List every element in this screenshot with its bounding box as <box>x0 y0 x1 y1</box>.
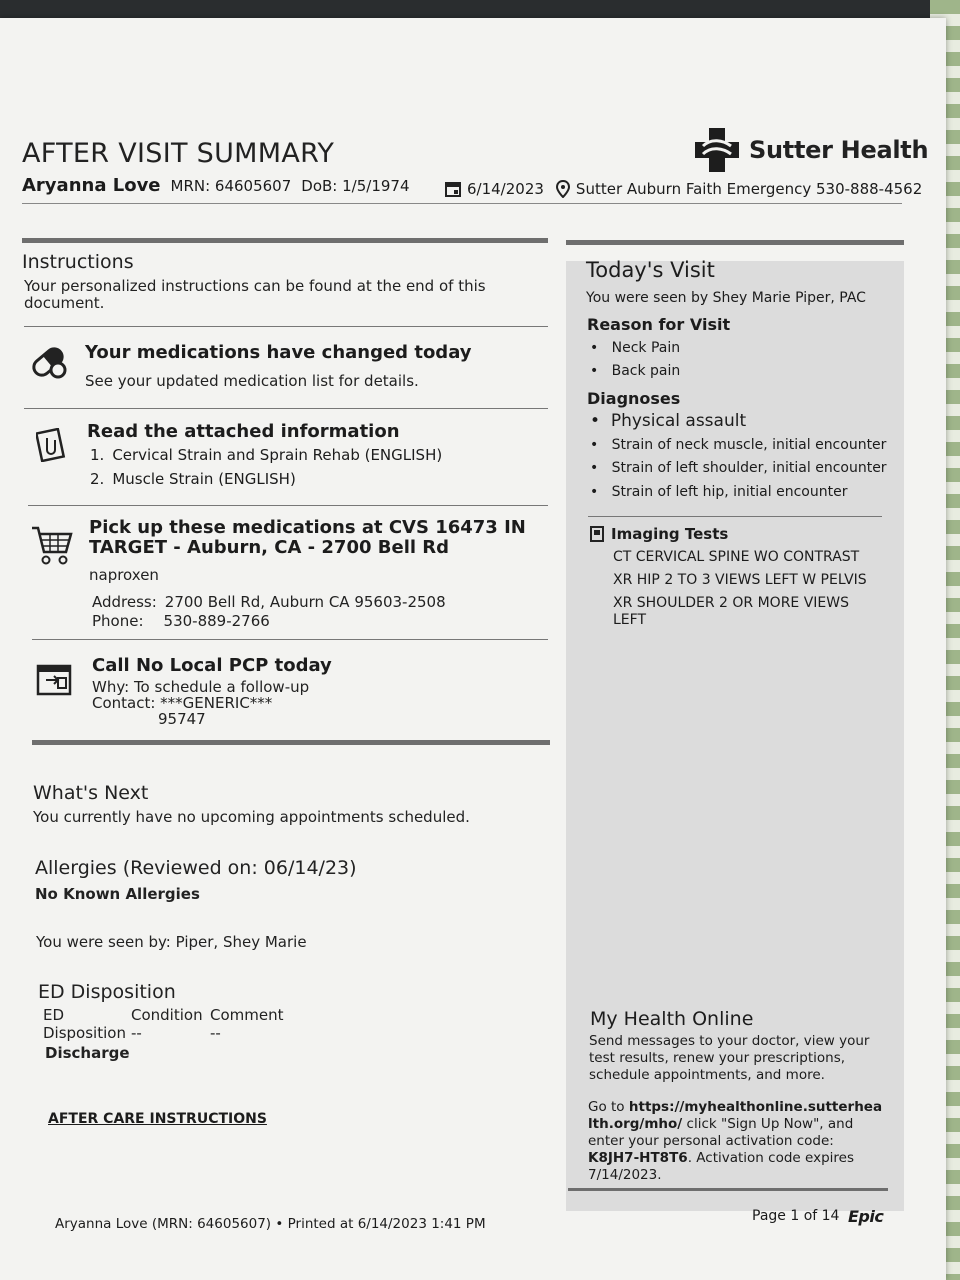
calendar-icon <box>445 181 461 197</box>
pickup-address: 2700 Bell Rd, Auburn CA 95603-2508 <box>164 593 446 611</box>
sutter-health-logo-icon <box>693 126 741 174</box>
call-pcp-title: Call No Local PCP today <box>92 655 332 676</box>
attached-info-list <box>90 446 442 494</box>
visit-date: 6/14/2023 <box>467 180 544 198</box>
medications-changed-text: See your updated medication list for details. <box>85 372 419 390</box>
list-item: • Strain of left hip, initial encounter <box>590 483 848 500</box>
pickup-title: Pick up these medications at CVS 16473 IN TARGET - Auburn, CA - 2700 Bell Rd <box>89 517 526 558</box>
ed-disposition-table <box>43 1006 303 1066</box>
my-health-online-url[interactable]: https://myhealthonline.sutterhealth.org/mho/ <box>588 1099 883 1132</box>
left-column-end-rule <box>32 740 550 745</box>
diagnosis-item: Physical assault <box>610 411 747 431</box>
ed-row-comment: -- <box>210 1024 221 1042</box>
document-clip-icon <box>36 428 66 462</box>
visit-location: Sutter Auburn Faith Emergency 530-888-4562 <box>575 180 923 198</box>
ed-disposition-value: Discharge <box>45 1044 130 1062</box>
diagnoses-list <box>590 410 887 504</box>
list-marker: 1. <box>90 446 105 464</box>
divider <box>588 516 882 517</box>
todays-visit-seen-by: You were seen by Shey Marie Piper, PAC <box>586 290 866 306</box>
list-item: • Strain of left shoulder, initial encounter <box>590 460 887 476</box>
signup-instructions: click "Sign Up Now", and enter your personal activation code: <box>588 1116 854 1149</box>
ed-col-header: Condition <box>131 1006 203 1024</box>
sutter-health-logo <box>693 126 928 174</box>
reason-list <box>590 337 680 383</box>
instructions-title: Instructions <box>22 251 134 273</box>
medications-changed-title: Your medications have changed today <box>85 342 472 363</box>
call-pcp-contact: Contact: ***GENERIC*** <box>92 694 273 712</box>
ed-col-header: Comment <box>210 1006 284 1024</box>
list-item: • Physical assault <box>590 411 747 431</box>
ed-row-label: Disposition <box>43 1024 126 1042</box>
call-pcp-zip: 95747 <box>158 710 206 728</box>
right-column-rule <box>566 240 904 245</box>
patient-name: Aryanna Love <box>22 175 161 196</box>
imaging-item: CT CERVICAL SPINE WO CONTRAST <box>613 549 860 565</box>
imaging-item: XR HIP 2 TO 3 VIEWS LEFT W PELVIS <box>613 572 867 588</box>
reason-for-visit-title: Reason for Visit <box>587 315 731 334</box>
pickup-phone[interactable]: 530-889-2766 <box>163 612 270 630</box>
reason-item: Back pain <box>611 363 681 379</box>
divider <box>28 505 548 506</box>
attached-info-title: Read the attached information <box>87 421 400 442</box>
whats-next-title: What's Next <box>33 782 149 804</box>
my-health-online-title: My Health Online <box>590 1008 754 1030</box>
goto-label: Go to <box>588 1099 625 1115</box>
diagnosis-item: Strain of neck muscle, initial encounter <box>611 436 887 453</box>
footer-printed: Aryanna Love (MRN: 64605607) • Printed at 6/14/2023 1:41 PM <box>55 1216 486 1232</box>
list-item <box>90 446 442 470</box>
list-item: • Back pain <box>590 363 681 379</box>
pickup-address-row <box>92 593 446 611</box>
list-item: • Strain of neck muscle, initial encounter <box>590 436 887 453</box>
my-health-online-text: Send messages to your doctor, view your test results, renew your prescriptions, schedule appointments, and more. <box>589 1033 870 1083</box>
call-pcp-why: Why: To schedule a follow-up <box>92 678 310 696</box>
divider <box>24 326 548 327</box>
diagnoses-title: Diagnoses <box>587 389 681 408</box>
visit-info <box>445 180 922 198</box>
document-title: AFTER VISIT SUMMARY <box>22 138 335 169</box>
after-care-instructions-link[interactable]: AFTER CARE INSTRUCTIONS <box>48 1111 267 1127</box>
allergies-title: Allergies (Reviewed on: 06/14/23) <box>35 857 357 879</box>
brand-name: Sutter Health <box>749 136 929 164</box>
my-health-online-signup: Go to https://myhealthonline.sutterhealth.org/mho/ click "Sign Up Now", and enter your personal activation code: K8JH7-HT8T6. Activation code expires 7/14/2023. <box>588 1099 883 1183</box>
left-column-rule <box>22 238 548 243</box>
divider <box>24 408 548 409</box>
allergies-text: No Known Allergies <box>35 885 200 903</box>
instructions-text: Your personalized instructions can be found at the end of this document. <box>24 277 486 312</box>
activation-expires: Activation code expires 7/14/2023. <box>588 1150 854 1183</box>
diagnosis-item: Strain of left shoulder, initial encounter <box>611 460 887 476</box>
footer-page-number: Page 1 of 14 <box>752 1208 840 1224</box>
attached-info-item[interactable]: Muscle Strain (ENGLISH) <box>112 470 296 488</box>
patient-dob: DoB: 1/5/1974 <box>301 177 410 195</box>
ed-row-condition: -- <box>131 1024 142 1042</box>
phone-label: Phone: <box>92 612 144 630</box>
patient-mrn: MRN: 64605607 <box>170 177 292 195</box>
call-pcp-details <box>92 679 309 727</box>
patient-header <box>22 175 410 196</box>
imaging-list <box>613 546 883 629</box>
pickup-medication: naproxen <box>89 566 159 584</box>
ed-col-header: ED <box>43 1006 65 1024</box>
imaging-icon <box>590 526 604 542</box>
attached-info-item[interactable]: Cervical Strain and Sprain Rehab (ENGLISH) <box>112 446 443 464</box>
address-label: Address: <box>92 593 157 611</box>
activation-code: K8JH7-HT8T6 <box>588 1150 688 1166</box>
calendar-phone-icon <box>36 662 74 698</box>
header-divider <box>22 203 902 204</box>
right-column-end-rule <box>568 1188 888 1191</box>
imaging-item: XR SHOULDER 2 OR MORE VIEWS LEFT <box>613 595 850 628</box>
pickup-phone-row <box>92 612 270 630</box>
epic-logo: Epic <box>848 1207 884 1226</box>
list-item: • Neck Pain <box>590 340 681 356</box>
shopping-cart-icon <box>30 524 74 566</box>
reason-item: Neck Pain <box>611 340 681 356</box>
after-visit-summary-page <box>0 18 946 1280</box>
diagnosis-item: Strain of left hip, initial encounter <box>611 483 848 500</box>
seen-by: You were seen by: Piper, Shey Marie <box>36 933 307 951</box>
list-marker: 2. <box>90 470 105 488</box>
todays-visit-title: Today's Visit <box>586 258 715 282</box>
pill-icon <box>28 344 68 380</box>
whats-next-text: You currently have no upcoming appointments scheduled. <box>33 808 470 826</box>
location-pin-icon <box>556 180 570 198</box>
divider <box>32 639 548 640</box>
ed-disposition-title: ED Disposition <box>38 981 176 1003</box>
imaging-tests-title: Imaging Tests <box>611 525 729 543</box>
list-item <box>90 470 442 494</box>
